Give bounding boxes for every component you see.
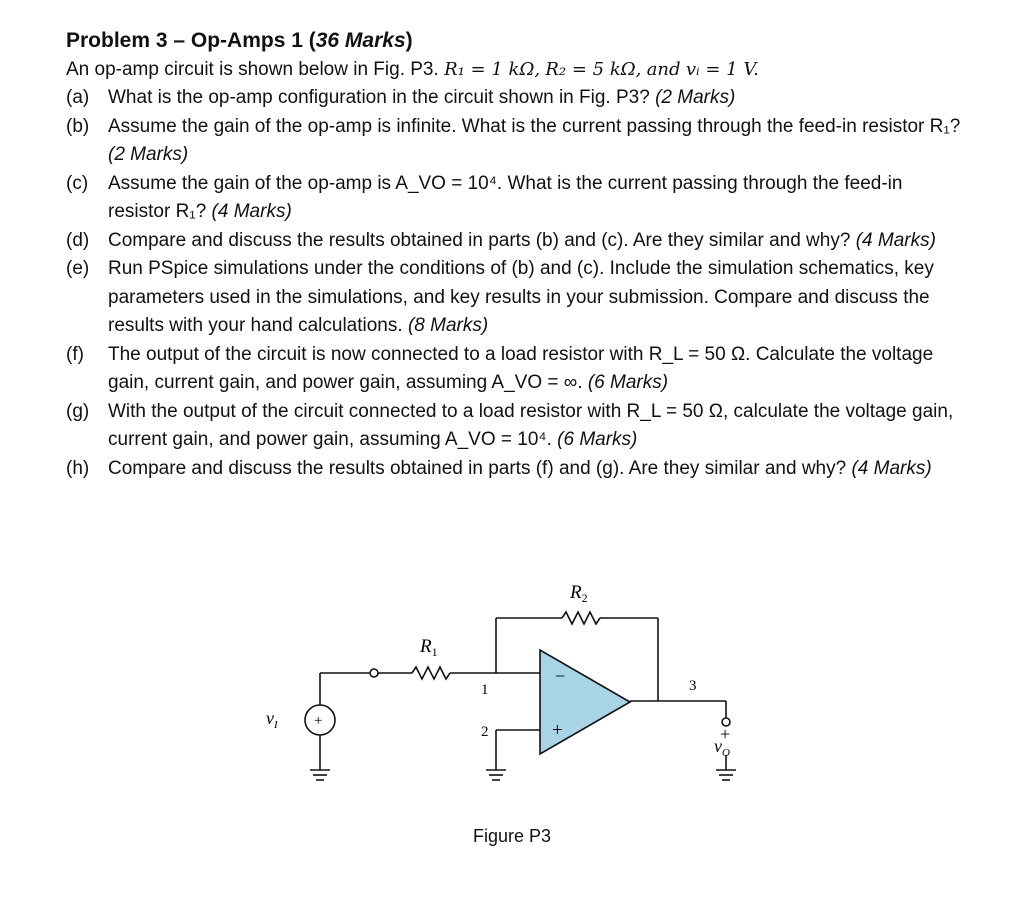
- part-marks: (6 Marks): [557, 429, 638, 450]
- part-label: (d): [66, 229, 90, 251]
- r1-given: R₁ = 1 kΩ,: [444, 59, 541, 80]
- part-text: What is the op-amp configuration in the circuit shown in Fig. P3?: [108, 87, 650, 108]
- part-marks: (6 Marks): [587, 372, 669, 393]
- part-item: [66, 341, 966, 398]
- part-label: (a): [66, 87, 90, 108]
- vi-label: $v_I$: [266, 708, 278, 731]
- input-terminal: [370, 669, 378, 677]
- figure-caption: Figure P3: [472, 826, 552, 846]
- node-2-label: 2: [481, 724, 489, 740]
- part-item: [66, 398, 966, 455]
- r2-resistor: [562, 612, 600, 624]
- opamp-ground-icon: [486, 770, 506, 780]
- part-item: [66, 170, 966, 227]
- title-close: ): [405, 29, 413, 52]
- part-item: [66, 113, 966, 170]
- output-plus-label: +: [720, 724, 731, 744]
- parts-list: [66, 84, 966, 483]
- part-marks: (4 Marks): [855, 229, 936, 251]
- part-label: (b): [66, 115, 90, 137]
- problem-title: [66, 26, 966, 56]
- problem-document: [66, 26, 966, 483]
- part-marks: (4 Marks): [211, 201, 292, 222]
- part-label: (e): [66, 258, 90, 279]
- vi-given: vᵢ = 1 V.: [685, 59, 759, 80]
- circuit-diagram: [252, 570, 752, 800]
- problem-intro: [66, 56, 966, 84]
- part-label: (c): [66, 172, 89, 194]
- part-text: Run PSpice simulations under the conditions of (b) and (c). Include the simulation schematics, key parameters used in the simulations, and key results in your submission. Compare and discuss the results with your hand calculations.: [108, 258, 934, 336]
- part-label: (g): [66, 400, 90, 422]
- title-marks: 36 Marks: [315, 29, 406, 52]
- r2-label: $R_2$: [570, 582, 588, 605]
- part-text: Compare and discuss the results obtained in parts (b) and (c). Are they similar and why?: [108, 229, 851, 251]
- part-label: (f): [66, 343, 84, 365]
- intro-text: An op-amp circuit is shown below in Fig. P3.: [66, 59, 439, 80]
- title-text: Problem 3 – Op-Amps 1 (: [66, 29, 316, 52]
- part-marks: (8 Marks): [407, 315, 489, 336]
- r1-label: $R_1$: [420, 636, 438, 659]
- part-label: (h): [66, 457, 90, 479]
- part-text: Compare and discuss the results obtained in parts (f) and (g). Are they similar and why?: [108, 457, 847, 479]
- part-item: [66, 255, 966, 341]
- source-ground-icon: [310, 770, 330, 780]
- part-text: Assume the gain of the op-amp is A_VO = 10⁴. What is the current passing through the feed-in resistor R₁?: [108, 172, 903, 222]
- part-item: [66, 227, 966, 256]
- and-word: and: [646, 59, 681, 80]
- source-plus-label: +: [314, 713, 323, 729]
- node-1-label: 1: [481, 682, 489, 698]
- r2-given: R₂ = 5 kΩ,: [545, 59, 642, 80]
- part-marks: (2 Marks): [655, 87, 736, 108]
- part-item: [66, 455, 966, 484]
- part-text: With the output of the circuit connected to a load resistor with R_L = 50 Ω, calculate the voltage gain, current gain, and power gain, assuming A_VO = 10⁴.: [108, 400, 954, 450]
- part-item: [66, 84, 966, 113]
- node-3-label: 3: [689, 678, 697, 694]
- r1-resistor: [412, 667, 450, 679]
- opamp-minus-label: −: [555, 666, 566, 686]
- part-marks: (4 Marks): [851, 457, 932, 479]
- opamp-plus-label: +: [552, 720, 563, 741]
- vo-label: $v_O$: [714, 736, 730, 759]
- output-ground-icon: [716, 770, 736, 780]
- part-text: The output of the circuit is now connected to a load resistor with R_L = 50 Ω. Calculate the voltage gain, current gain, and power gain, assuming A_VO = ∞.: [108, 343, 934, 393]
- part-marks: (2 Marks): [108, 144, 189, 165]
- part-text: Assume the gain of the op-amp is infinite. What is the current passing through the feed-in resistor R₁?: [108, 115, 961, 137]
